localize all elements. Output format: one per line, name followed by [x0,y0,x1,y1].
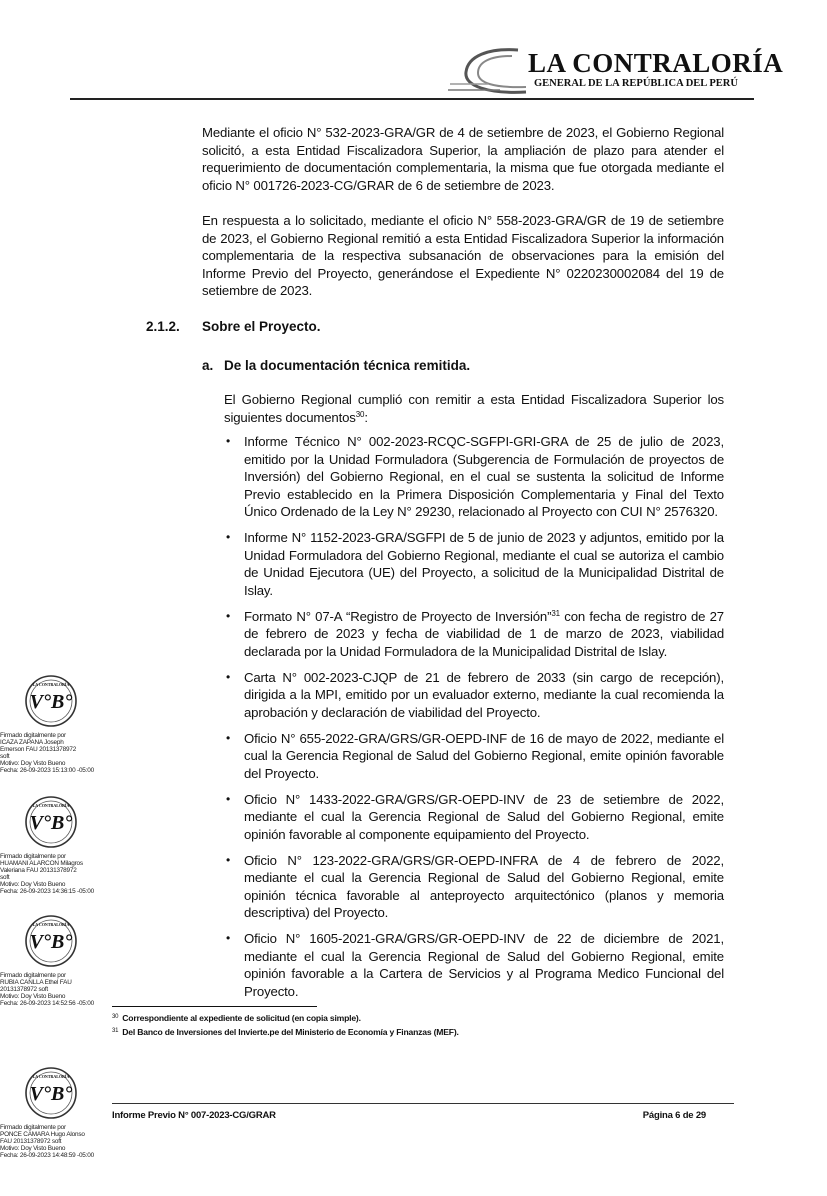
list-item [224,930,724,1000]
signature-text: Firmado digitalmente por ICAZA ZAPANA Joseph Emerson FAU 20131378972 soft Motivo: Doy Visto Bueno Fecha: 26-09-2023 15:13:00 -05:00 [0,732,94,774]
list-item-text: Formato N° 07-A “Registro de Proyecto de Inversión” [244,608,552,624]
list-item-text: Oficio N° 655-2022-GRA/GRS/GR-OEPD-INF de 16 de mayo de 2022, mediante el cual la Gerencia Regional de Salud del Gobierno Regional, emite opinión favorable del Proyecto. [244,730,724,781]
subsection-title: De la documentación técnica remitida. [224,358,471,373]
vb-seal-icon [24,914,78,968]
list-item-text: Carta N° 002-2023-CJQP de 21 de febrero de 2033 (sin cargo de recepción), dirigida a la MPI, emitido por un evaluador externo, mediante la cual recomienda la aprobación y declaración de viabilidad del Proyecto. [244,669,724,720]
seal-caption: LA CONTRALORÍA [32,1074,70,1079]
vb-seal-icon [24,1066,78,1120]
list-item [224,669,724,722]
list-item [224,730,724,783]
list-item [224,529,724,599]
paragraph-1: Mediante el oficio N° 532-2023-GRA/GR de 4 de setiembre de 2023, el Gobierno Regional solicitó, a esta Entidad Fiscalizadora Superior, la ampliación de plazo para atender el requerimiento de documentación complementaria, la misma que fue otorgada mediante el oficio N° 001726-2023-CG/GRAR de 6 de setiembre de 2023. [202,125,724,193]
list-item-text: Informe N° 1152-2023-GRA/SGFPI de 5 de junio de 2023 y adjuntos, emitido por la Unidad Formuladora del Gobierno Regional, mediante el cual se autoriza el cambio de Unidad Ejecutora (UE) del Proyecto, a solicitud de la Municipalidad Distrital de Islay. [244,530,724,598]
list-item-text: Informe Técnico N° 002-2023-RCQC-SGFPI-GRI-GRA de 25 de julio de 2023, emitido por la Unidad Formuladora (Subgerencia de Formulación de proyectos de Inversión) del Gobierno Regional, en el cual se sustenta la solicitud de Informe Previo establecido en la Primera Disposición Complementaria y Final del Texto Único Ordenado de la Ley N° 29230, relacionado al Proyecto con CUI N° 2576320. [244,434,724,519]
document-list [224,433,724,1009]
section-title: Sobre el Proyecto. [202,319,321,334]
list-item [224,433,724,521]
logo-swoosh-icon [448,46,528,98]
seal-vb: V°B° [29,691,73,713]
bullet-icon: • [226,669,231,684]
logo-subtitle: GENERAL DE LA REPÚBLICA DEL PERÚ [534,78,738,89]
seal-vb: V°B° [29,812,73,834]
subsection-heading [202,358,470,373]
footnote-number: 30 [112,1014,119,1020]
intro-paragraph [224,391,724,426]
contraloria-logo [448,46,784,98]
bullet-icon: • [226,852,231,867]
section-number: 2.1.2. [146,319,180,334]
seal-vb: V°B° [29,1083,73,1105]
signature-text: Firmado digitalmente por PONCE CAMARA Hugo Alonso FAU 20131378972 soft Motivo: Doy Visto Bueno Fecha: 26-09-2023 14:48:59 -05:00 [0,1124,94,1159]
signature-text: Firmado digitalmente por HUAMANI ALARCON Milagros Valeriana FAU 20131378972 soft Motivo: Doy Visto Bueno Fecha: 26-09-2023 14:36:15 -05:00 [0,853,94,895]
bullet-icon: • [226,791,231,806]
page-number: Página 6 de 29 [642,1110,706,1121]
seal-caption: LA CONTRALORÍA [32,922,70,927]
footnote-divider [112,1006,317,1007]
seal-caption: LA CONTRALORÍA [32,803,70,808]
bullet-icon: • [226,608,231,623]
logo-title: LA CONTRALORÍA [528,48,784,78]
footnote-ref[interactable]: 31 [551,608,560,618]
footer-divider [112,1103,734,1104]
bullet-icon: • [226,931,231,945]
footnote-text: Del Banco de Inversiones del Invierte.pe del Ministerio de Economía y Finanzas (MEF). [122,1027,459,1037]
footnote-ref[interactable]: 30 [355,409,365,419]
bullet-icon: • [226,434,231,448]
footnote-text: Correspondiente al expediente de solicitud (en copia simple). [122,1013,361,1023]
seal-vb: V°B° [29,931,73,953]
header-divider [70,98,754,100]
footnote-31 [112,1027,459,1037]
list-item-text: Oficio N° 1433-2022-GRA/GRS/GR-OEPD-INV de 23 de setiembre de 2022, mediante el cual la Gerencia Regional de Salud del Gobierno Regional, emite opinión favorable al componente equipamiento del Proyecto. [244,791,724,842]
list-item [224,852,724,922]
vb-seal-icon [24,795,78,849]
bullet-icon: • [226,530,231,544]
subsection-letter: a. [202,358,214,373]
report-id: Informe Previo N° 007-2023-CG/GRAR [112,1110,276,1121]
intro-end: : [364,409,368,425]
list-item-text: Oficio N° 123-2022-GRA/GRS/GR-OEPD-INFRA de 4 de febrero de 2022, mediante el cual la Gerencia Regional de Salud del Gobierno Regional, emite opinión técnica favorable al anteproyecto arquitectónico (planos y memoria descriptiva) del Proyecto. [244,852,724,920]
seal-caption: LA CONTRALORÍA [32,682,70,687]
paragraph-2: En respuesta a lo solicitado, mediante el oficio N° 558-2023-GRA/GR de 19 de setiembre de 2023, el Gobierno Regional remitió a esta Entidad Fiscalizadora Superior la información complementaria de la respectiva subsanación de observaciones para la emisión del Informe Previo del Proyecto, generándose el Expediente N° 0220230002084 del 19 de setiembre de 2023. [202,213,724,298]
footnote-number: 31 [112,1028,119,1034]
intro-text: El Gobierno Regional cumplió con remitir a esta Entidad Fiscalizadora Superior los siguientes documentos [224,392,724,425]
signature-text: Firmado digitalmente por RUBIA CANLLA Ethel FAU 20131378972 soft Motivo: Doy Visto Bueno Fecha: 26-09-2023 14:52:56 -05:00 [0,972,94,1007]
list-item [224,791,724,844]
list-item [224,608,724,661]
section-heading [146,319,321,334]
footnote-30 [112,1013,361,1023]
bullet-icon: • [226,730,231,745]
list-item-text-cont: con fecha de registro de 27 de febrero de 2023 y fecha de viabilidad de 1 de marzo de 2023, viabilidad declarada por la Unidad Formuladora de la Municipalidad Distrital de Islay. [244,608,724,659]
list-item-text: Oficio N° 1605-2021-GRA/GRS/GR-OEPD-INV de 22 de diciembre de 2021, mediante el cual la Gerencia Regional de Salud del Gobierno Regional, emite opinión favorable a la Cartera de Servicios y al Programa Medico Funcional del Proyecto. [244,931,724,999]
vb-seal-icon [24,674,78,728]
